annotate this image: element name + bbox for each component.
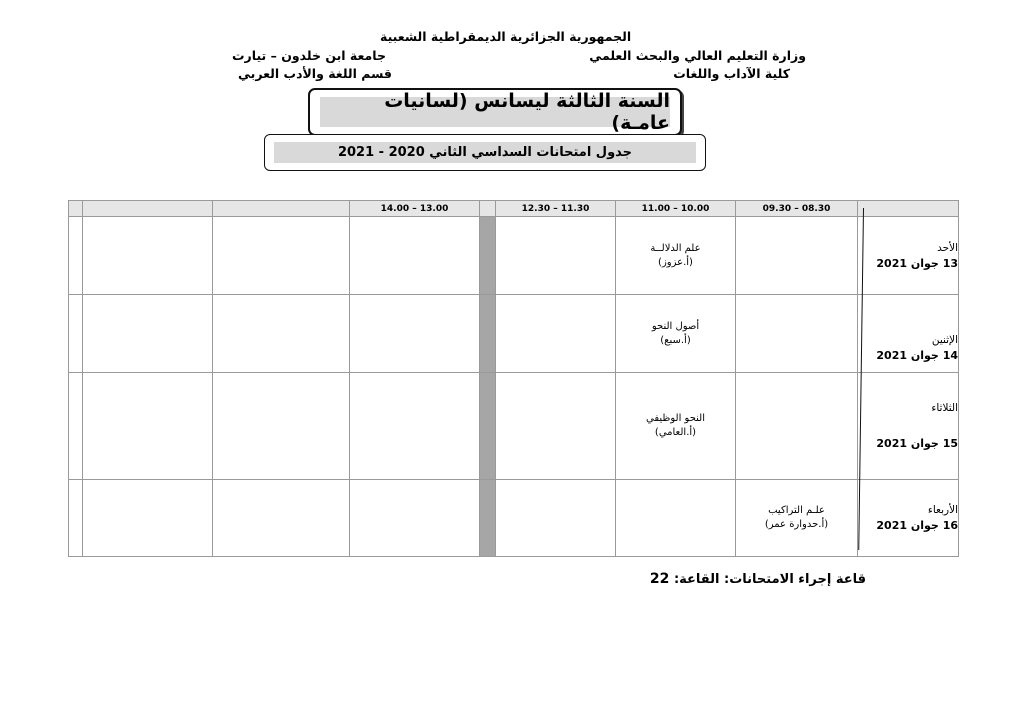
department-heading: قسم اللغة والأدب العربي bbox=[238, 66, 392, 81]
day-cell bbox=[858, 373, 959, 480]
break-column bbox=[480, 480, 496, 557]
time-header: 09.30 – 08.30 bbox=[736, 201, 858, 217]
ministry-heading: وزارة التعليم العالي والبحث العلمي bbox=[589, 48, 806, 63]
exam-cell bbox=[616, 373, 736, 480]
republic-heading: الجمهورية الجزائرية الديمقراطية الشعبية bbox=[380, 29, 632, 44]
exam-subject: أصول النحو bbox=[651, 320, 700, 332]
subtitle-box bbox=[264, 134, 706, 171]
table-row bbox=[69, 295, 959, 373]
university-heading: جامعة ابن خلدون – تيارت bbox=[232, 48, 386, 63]
exam-cell bbox=[616, 295, 736, 373]
exam-room-note bbox=[640, 571, 866, 587]
exam-room-label: قاعة إجراء الامتحانات: القاعة: bbox=[673, 572, 866, 587]
break-column bbox=[480, 217, 496, 295]
day-name: الإثنين bbox=[931, 333, 958, 346]
day-date: 15 جوان 2021 bbox=[876, 437, 958, 450]
page-title: السنة الثالثة ليسانس (لسانيات عامـة) bbox=[320, 97, 670, 127]
schedule-subtitle: جدول امتحانات السداسي الثاني 2020 - 2021 bbox=[274, 142, 696, 163]
time-header: 12.30 – 11.30 bbox=[496, 201, 616, 217]
exam-schedule-table bbox=[68, 200, 959, 557]
day-date: 16 جوان 2021 bbox=[876, 519, 958, 532]
exam-professor: (أ.سبع) bbox=[660, 334, 691, 346]
day-date: 13 جوان 2021 bbox=[876, 256, 958, 270]
time-header: 11.00 – 10.00 bbox=[616, 201, 736, 217]
exam-subject: النحو الوظيفي bbox=[645, 413, 705, 424]
time-header bbox=[83, 201, 213, 217]
day-name: الثلاثاء bbox=[931, 402, 958, 414]
day-name: الأربعاء bbox=[927, 504, 958, 516]
day-cell bbox=[858, 480, 959, 557]
table-row bbox=[69, 217, 959, 295]
table-row bbox=[69, 373, 959, 480]
exam-professor: (أ.عزوز) bbox=[658, 256, 693, 268]
time-header bbox=[69, 201, 83, 217]
exam-cell bbox=[736, 480, 858, 557]
break-column bbox=[480, 295, 496, 373]
time-header bbox=[213, 201, 350, 217]
break-column bbox=[480, 201, 496, 217]
faculty-heading: كلية الآداب واللغات bbox=[673, 66, 790, 81]
day-cell bbox=[858, 295, 959, 373]
title-box bbox=[308, 88, 682, 136]
day-cell bbox=[858, 217, 959, 295]
table-row bbox=[69, 480, 959, 557]
exam-cell bbox=[616, 217, 736, 295]
day-date: 14 جوان 2021 bbox=[876, 348, 958, 362]
break-column bbox=[480, 373, 496, 480]
exam-subject: علم الدلالــة bbox=[650, 242, 701, 254]
day-name: الأحد bbox=[937, 241, 958, 254]
exam-professor: (أ.العامي) bbox=[654, 427, 697, 438]
time-header: 14.00 – 13.00 bbox=[350, 201, 480, 217]
exam-subject: علـم التراكيب bbox=[768, 505, 825, 516]
exam-room-number: 22 bbox=[649, 571, 670, 587]
day-header bbox=[858, 201, 959, 217]
exam-professor: (أ.حدوارة عمر) bbox=[764, 519, 829, 530]
time-header-row bbox=[69, 201, 959, 217]
